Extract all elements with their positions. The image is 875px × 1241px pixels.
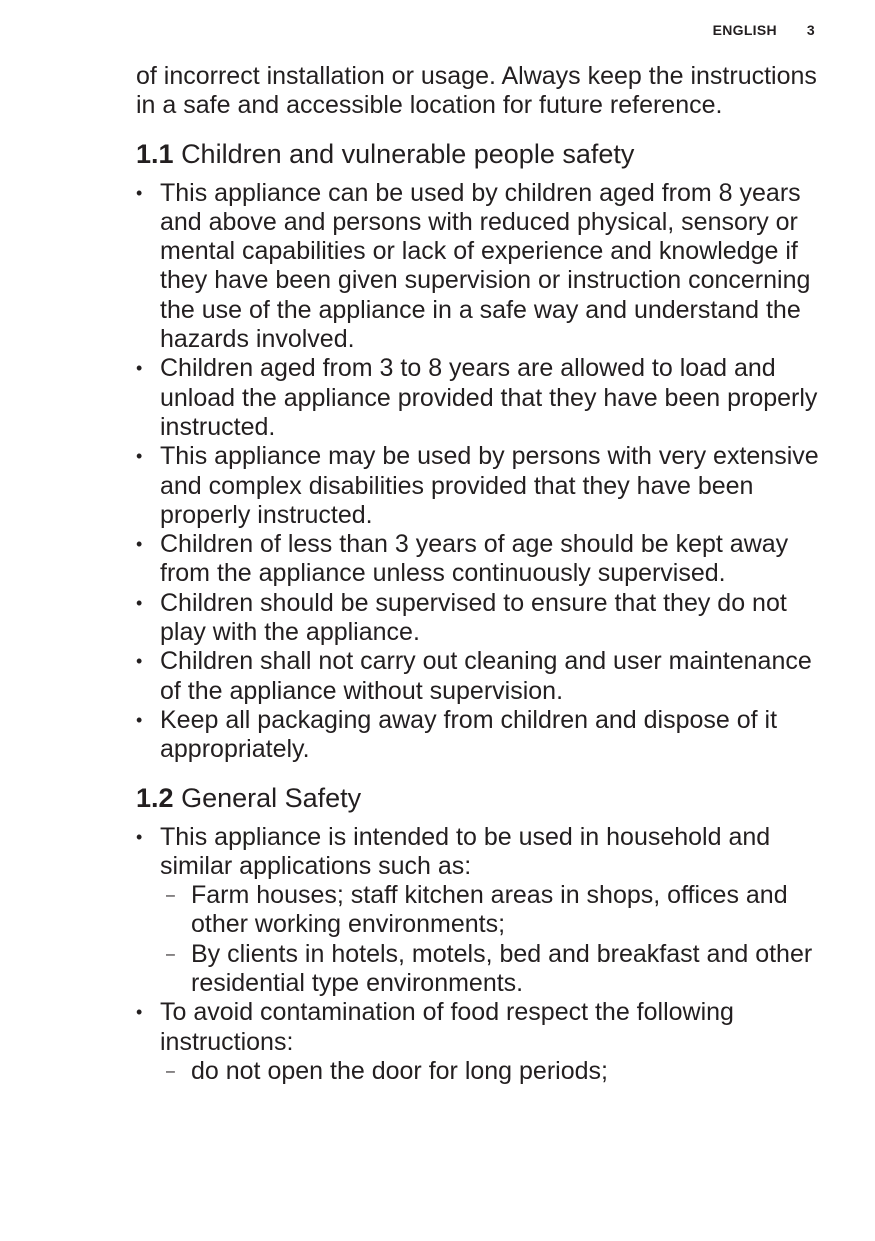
page-number: 3: [806, 22, 815, 38]
section-title-text: General Safety: [181, 782, 362, 813]
sub-list: [160, 1057, 821, 1086]
list-item-text: This appliance may be used by persons with very extensive and complex disabilities provided that they have been properly instructed.: [160, 442, 819, 529]
list-item: [136, 354, 821, 442]
sub-list-item-text: do not open the door for long periods;: [191, 1056, 608, 1085]
list-item-text: Children should be supervised to ensure that they do not play with the appliance.: [160, 588, 787, 647]
page-header: [713, 22, 815, 38]
bullet-icon: •: [136, 1002, 143, 1023]
list-item: [136, 179, 821, 355]
children-safety-list: [136, 179, 821, 765]
section-heading-children-safety: [136, 138, 821, 170]
list-item: [136, 530, 821, 589]
section-number: 1.1: [136, 138, 174, 169]
list-item: [136, 823, 821, 999]
bullet-icon: •: [136, 651, 143, 672]
general-safety-list: [136, 823, 821, 1087]
dash-icon: –: [166, 945, 175, 963]
bullet-icon: •: [136, 446, 143, 467]
dash-icon: –: [166, 887, 175, 905]
document-body: [136, 62, 821, 1086]
bullet-icon: •: [136, 592, 143, 613]
section-number: 1.2: [136, 782, 174, 813]
dash-icon: –: [166, 1062, 175, 1080]
section-heading-general-safety: [136, 782, 821, 814]
list-item: [136, 589, 821, 648]
list-item: [136, 647, 821, 706]
list-item: [136, 998, 821, 1086]
sub-list-item: [160, 940, 821, 999]
bullet-icon: •: [136, 358, 143, 379]
bullet-icon: •: [136, 709, 143, 730]
bullet-icon: •: [136, 182, 143, 203]
sub-list-item: [160, 881, 821, 940]
bullet-icon: •: [136, 826, 143, 847]
language-label: ENGLISH: [712, 22, 777, 38]
sub-list-item: [160, 1057, 821, 1086]
list-item: [136, 706, 821, 765]
list-item-text: Keep all packaging away from children and dispose of it appropriately.: [160, 705, 778, 764]
list-item: [136, 442, 821, 530]
section-title-text: Children and vulnerable people safety: [181, 138, 635, 169]
sub-list: [160, 881, 821, 998]
bullet-icon: •: [136, 534, 143, 555]
intro-paragraph: of incorrect installation or usage. Always keep the instructions in a safe and accessible location for future reference.: [136, 62, 817, 120]
list-item-text: This appliance can be used by children aged from 8 years and above and persons with reduced physical, sensory or mental capabilities or lack of experience and knowledge if they have been given supervision or instruction concerning the use of the appliance in a safe way and understand the hazards involved.: [160, 178, 811, 354]
list-item-text: Children of less than 3 years of age should be kept away from the appliance unless continuously supervised.: [160, 530, 789, 588]
list-item-text: This appliance is intended to be used in household and similar applications such as:: [160, 822, 771, 880]
list-item-text: Children shall not carry out cleaning and user maintenance of the appliance without supervision.: [160, 647, 812, 705]
sub-list-item-text: By clients in hotels, motels, bed and breakfast and other residential type environments.: [191, 939, 813, 998]
list-item-text: Children aged from 3 to 8 years are allowed to load and unload the appliance provided that they have been properly instructed.: [160, 354, 818, 441]
sub-list-item-text: Farm houses; staff kitchen areas in shops, offices and other working environments;: [191, 881, 788, 939]
list-item-text: To avoid contamination of food respect the following instructions:: [160, 998, 734, 1056]
